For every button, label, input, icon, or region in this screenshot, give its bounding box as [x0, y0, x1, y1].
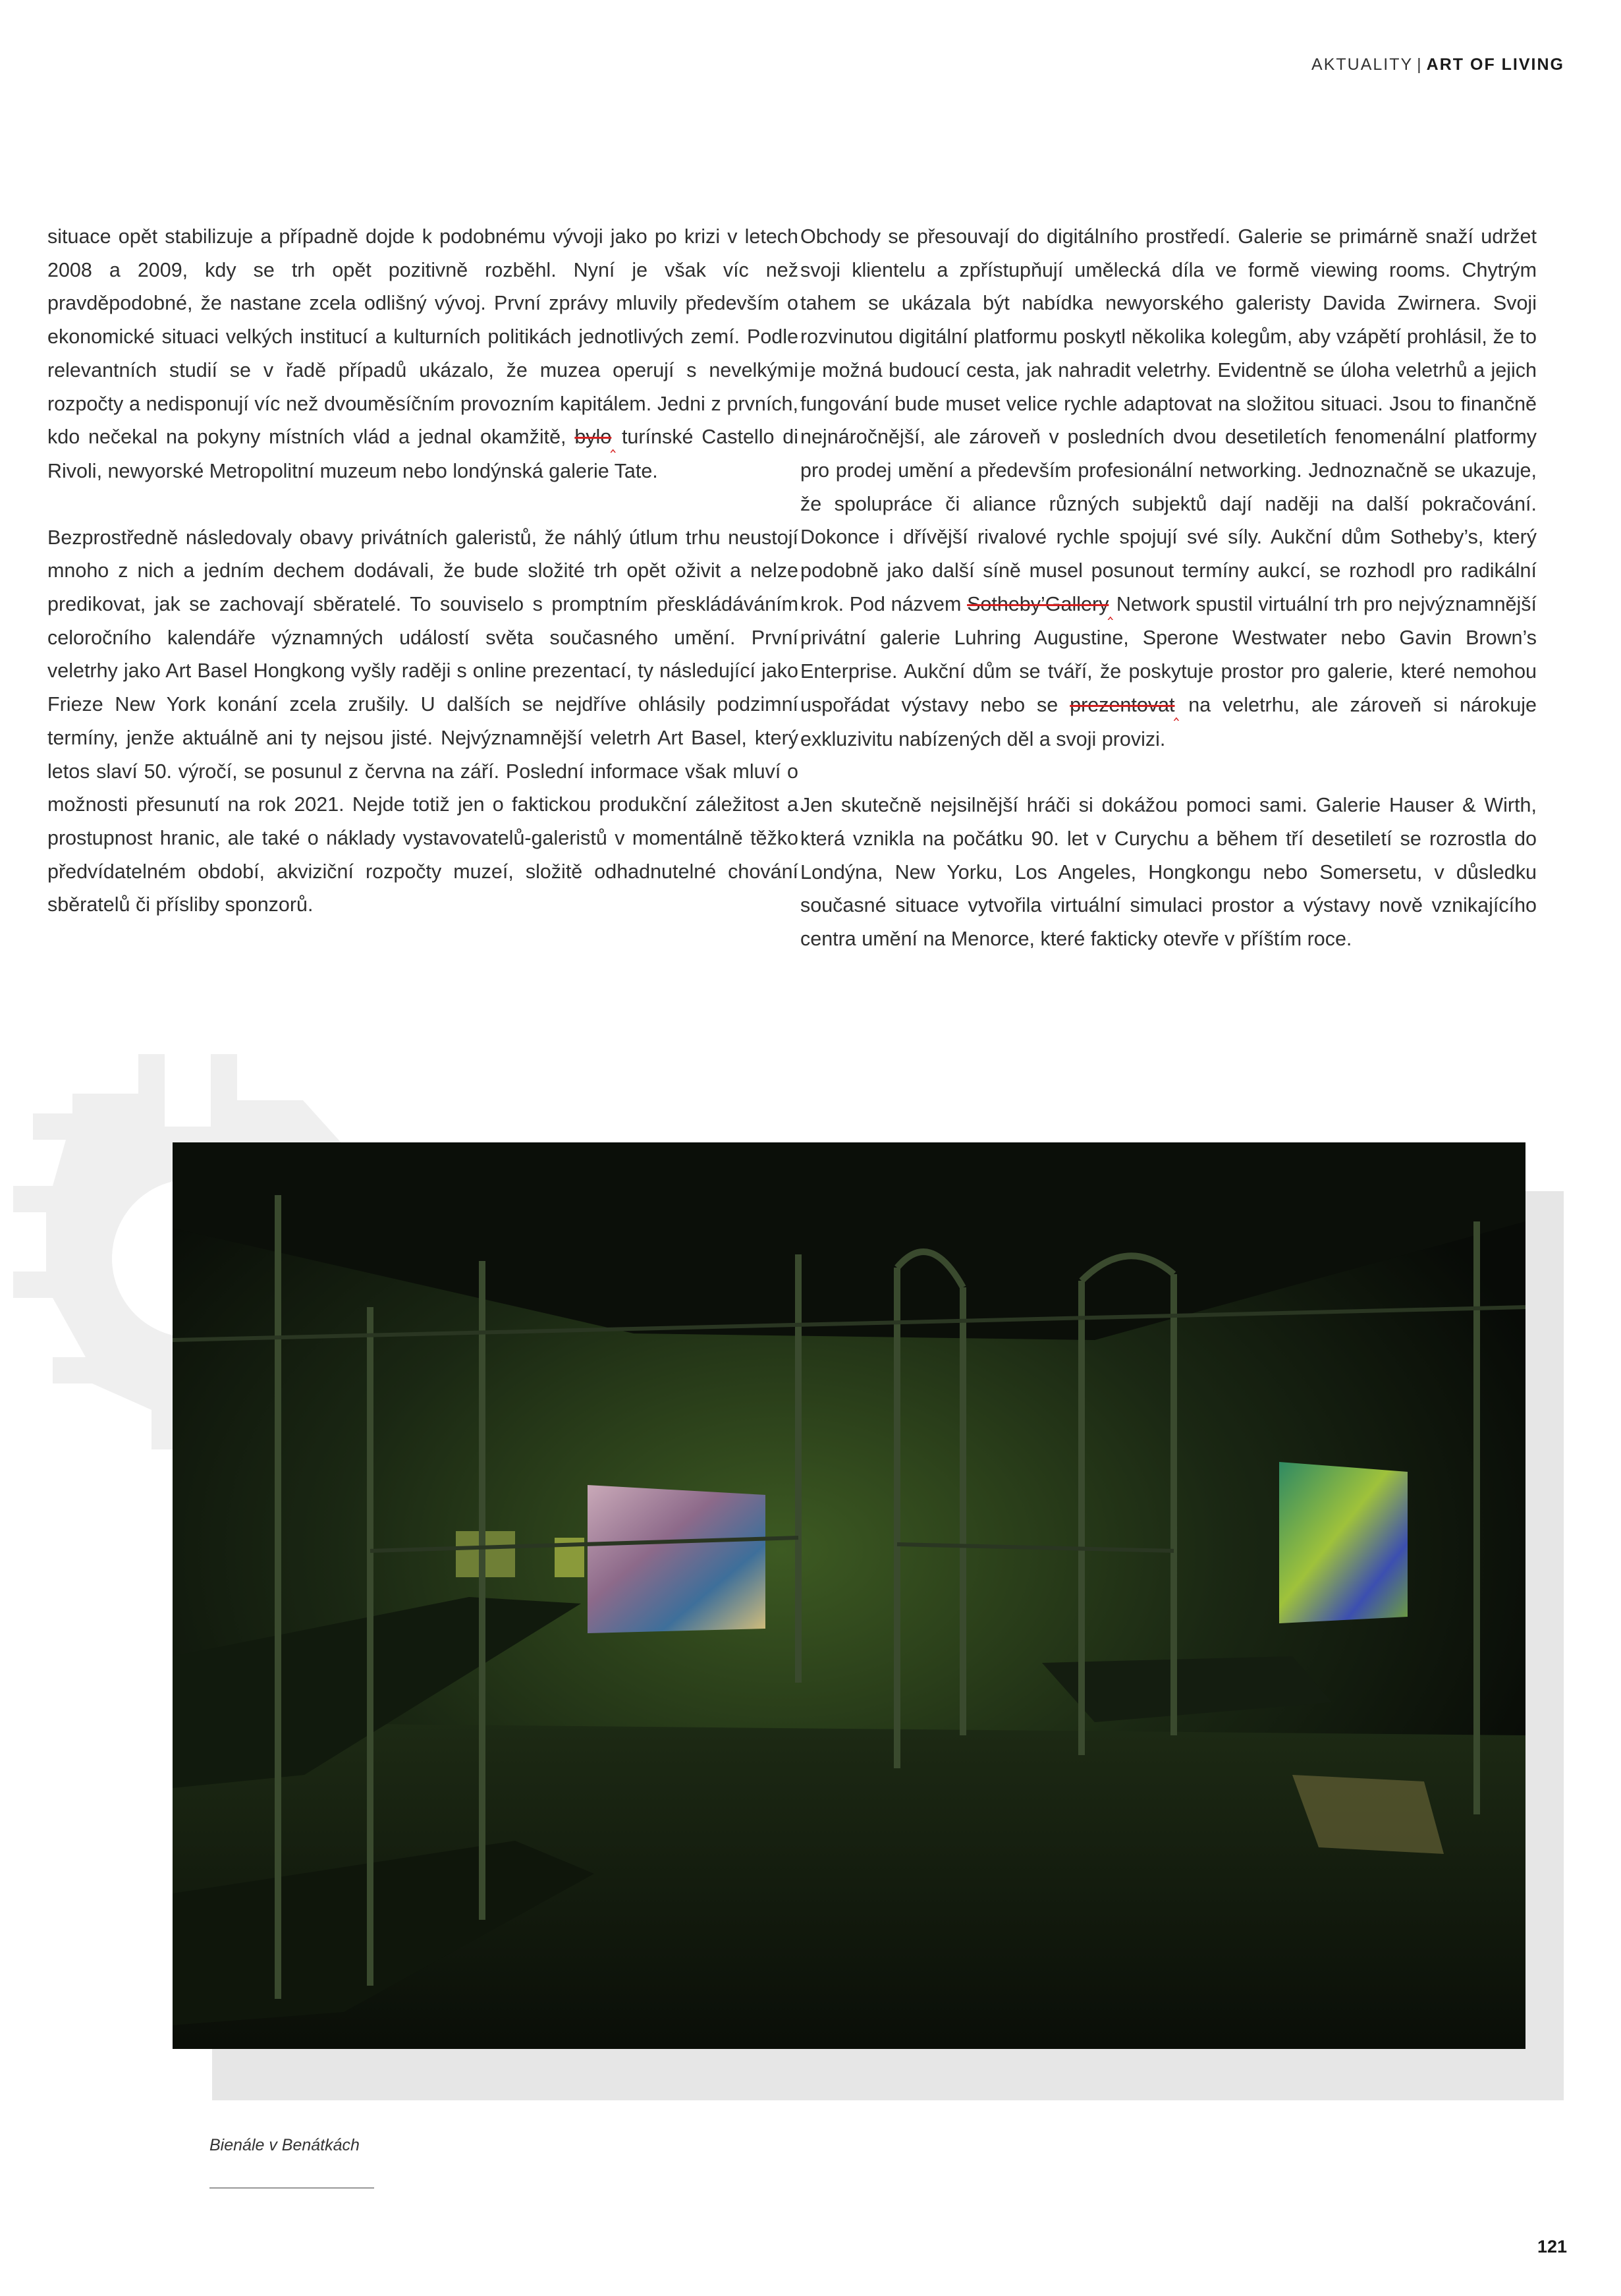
page-number: 121: [1537, 2237, 1567, 2256]
deleted-word: prezentovat: [1070, 693, 1175, 716]
exhibition-photo: [173, 1142, 1525, 2049]
insert-caret-icon: ‸: [1173, 700, 1180, 721]
photo-caption: Bienále v Benátkách: [209, 2136, 360, 2154]
right-column: [800, 220, 1537, 989]
insert-caret-icon: ‸: [1107, 600, 1114, 620]
header-title: ART OF LIVING: [1426, 55, 1564, 74]
running-header: [1311, 55, 1564, 74]
header-separator: |: [1417, 55, 1423, 74]
left-column: [47, 220, 798, 955]
left-paragraph-2: Bezprostředně následovaly obavy privátních galeristů, že náhlý útlum trhu neustojí mnoho z nich a jedním dechem dodávali, že bude složité trh opět oživit a nelze predikovat, jak se zachovají sběratelé. To souviselo s promptním přeskládáváním celoročního kalendáře významných událostí světa současného umění. První veletrhy jako Art Basel Hongkong vyšly raději s online prezentací, ty následující jako Frieze New York konání zcela zrušily. U dalších se nejdříve ohlásily podzimní termíny, jenže aktuálně ani ty nejsou jisté. Nejvýznamnější veletrh Art Basel, který letos slaví 50. výročí, se posunul z června na září. Poslední informace však mluví o možnosti přesunutí na rok 2021. Nejde totiž jen o faktickou produkční záležitost a prostupnost hranic, ale také o náklady vystavovatelů-galeristů v momentálně těžko předvídatelném období, akviziční rozpočty muzeí, složitě odhadnutelné chování sběratelů či přísliby sponzorů.: [47, 526, 798, 916]
deleted-word: bylo: [574, 426, 612, 449]
deleted-word: Sotheby’Gallery: [967, 592, 1109, 615]
left-paragraph-1: situace opět stabilizuje a případně dojde k podobnému vývoji jako po krizi v letech 2008 a 2009, kdy se trh opět pozitivně rozběhl. Nyní je však víc než pravděpodobné, že nastane zcela odlišný vývoj. První zprávy mluvily především o ekonomické situaci velkých institucí a kulturních politikách jednotlivých zemí. Podle relevantních studií se v řadě případů ukázalo, že muzea operují s nevelkými rozpočty a nedisponují víc než dvouměsíčním provozním kapitálem. Jedni z prvních, kdo nečekal na pokyny místních vlád a jednal okamžitě, bylo‸ turínské Castello di Rivoli, newyorské Metropolitní muzeum nebo londýnská galerie Tate.: [47, 225, 798, 482]
right-paragraph-1: Obchody se přesouvají do digitálního prostředí. Galerie se primárně snaží udržet svoji klientelu a zpřístupňují umělecká díla ve formě viewing rooms. Chytrým tahem se ukázala být nabídka newyorského galeristy Davida Zwirnera. Svoji rozvinutou digitální platformu poskytl několika kolegům, aby vzápětí prohlásil, že to je možná budoucí cesta, jak nahradit veletrhy. Evidentně se úloha veletrhů a jejich fungování bude muset velice rychle adaptovat na složitou situaci. Jsou to finančně nejnáročnější, ale zároveň v posledních dvou desetiletích fenomenální platformy pro prodej umění a především profesionální networking. Jednoznačně se ukazuje, že spolupráce či aliance různých subjektů dají naději na další pokračování. Dokonce i dřívější rivalové rychle spojují své síly. Aukční dům Sotheby’s, který podobně jako další síně musel posunout termíny aukcí, se rozhodl pro radikální krok. Pod názvem Sotheby’Gallery‸ Network spustil virtuální trh pro nejvýznamnější privátní galerie Luhring Augustine, Sperone Westwater nebo Gavin Brown’s Enterprise. Aukční dům se tváří, že poskytuje prostor pro galerie, které nemohou uspořádat výstavy nebo se prezentovat‸ na veletrhu, ale zároveň si nárokuje exkluzivitu nabízených děl a svoji provizi.: [800, 225, 1537, 750]
insert-caret-icon: ‸: [610, 433, 617, 453]
gallery-photo-icon: [173, 1142, 1525, 2049]
header-section: AKTUALITY: [1311, 55, 1414, 74]
caption-divider: [209, 2187, 374, 2189]
right-paragraph-2: Jen skutečně nejsilnější hráči si dokážou pomoci sami. Galerie Hauser & Wirth, která vznikla na počátku 90. let v Curychu a během tří desetiletí se rozrostla do Londýna, New Yorku, Los Angeles, Hongkongu nebo Somersetu, v důsledku současné situace vytvořila virtuální simulaci prostor a výstavy nově vznikajícího centra umění na Menorce, které fakticky otevře v příštím roce.: [800, 794, 1537, 951]
